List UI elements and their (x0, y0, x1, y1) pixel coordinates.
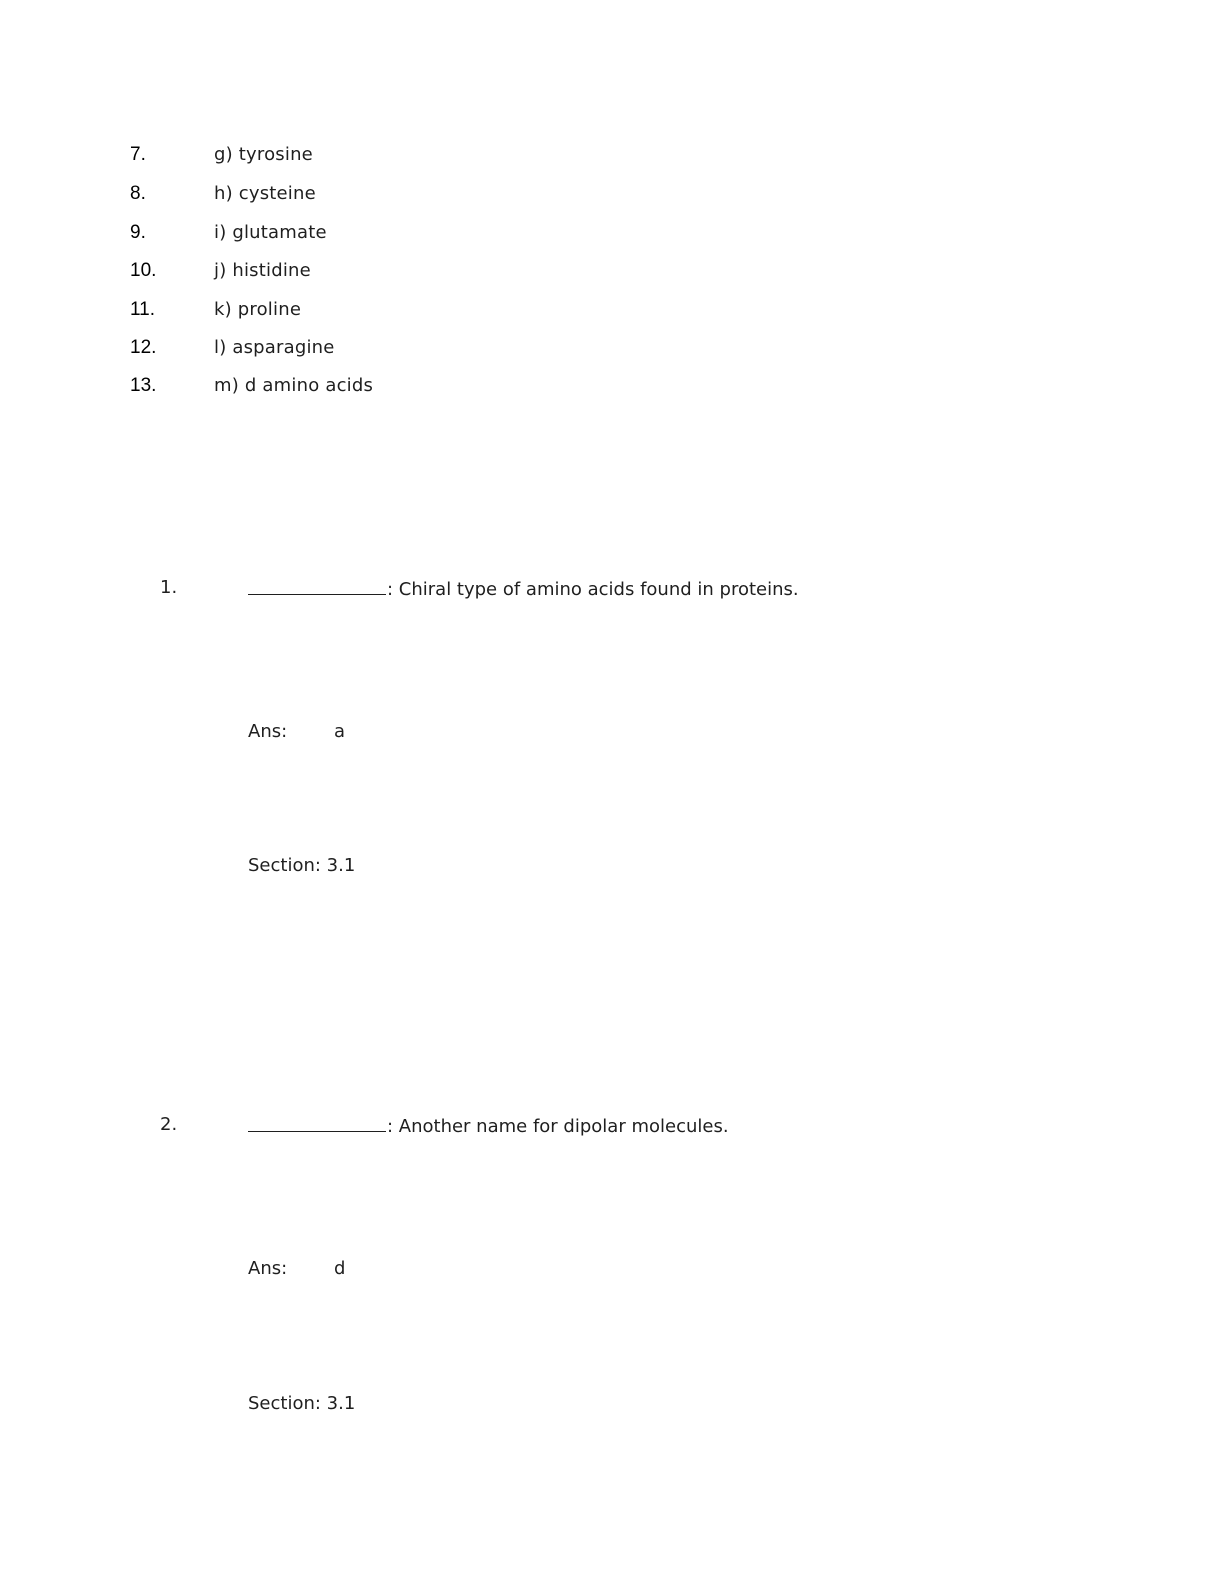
list-item-text: j) histidine (214, 260, 311, 281)
answer-label: Ans: (248, 721, 288, 742)
list-item-text: l) asparagine (214, 337, 335, 358)
list-item-number: 7. (130, 144, 146, 165)
list-item-number: 8. (130, 183, 146, 204)
list-item-text: g) tyrosine (214, 144, 313, 165)
question-number: 1. (160, 577, 178, 598)
question-line (248, 576, 799, 602)
question-prompt: : Chiral type of amino acids found in proteins. (387, 579, 799, 600)
answer-value: a (334, 721, 346, 742)
list-item-text: i) glutamate (214, 222, 327, 243)
list-item-number: 12. (130, 337, 157, 358)
list-item-number: 13. (130, 375, 157, 396)
list-item-text: k) proline (214, 299, 302, 320)
list-item-text: m) d amino acids (214, 375, 374, 396)
question-prompt: : Another name for dipolar molecules. (387, 1116, 729, 1137)
section-label: Section: 3.1 (248, 855, 356, 876)
list-item-number: 10. (130, 260, 157, 281)
answer-blank (248, 576, 386, 595)
list-item-number: 9. (130, 222, 146, 243)
answer-value: d (334, 1258, 346, 1279)
section-label: Section: 3.1 (248, 1393, 356, 1414)
list-item-number: 11. (130, 299, 156, 320)
answer-blank (248, 1113, 386, 1132)
list-item-text: h) cysteine (214, 183, 316, 204)
question-number: 2. (160, 1114, 178, 1135)
answer-label: Ans: (248, 1258, 288, 1279)
question-line (248, 1113, 729, 1139)
